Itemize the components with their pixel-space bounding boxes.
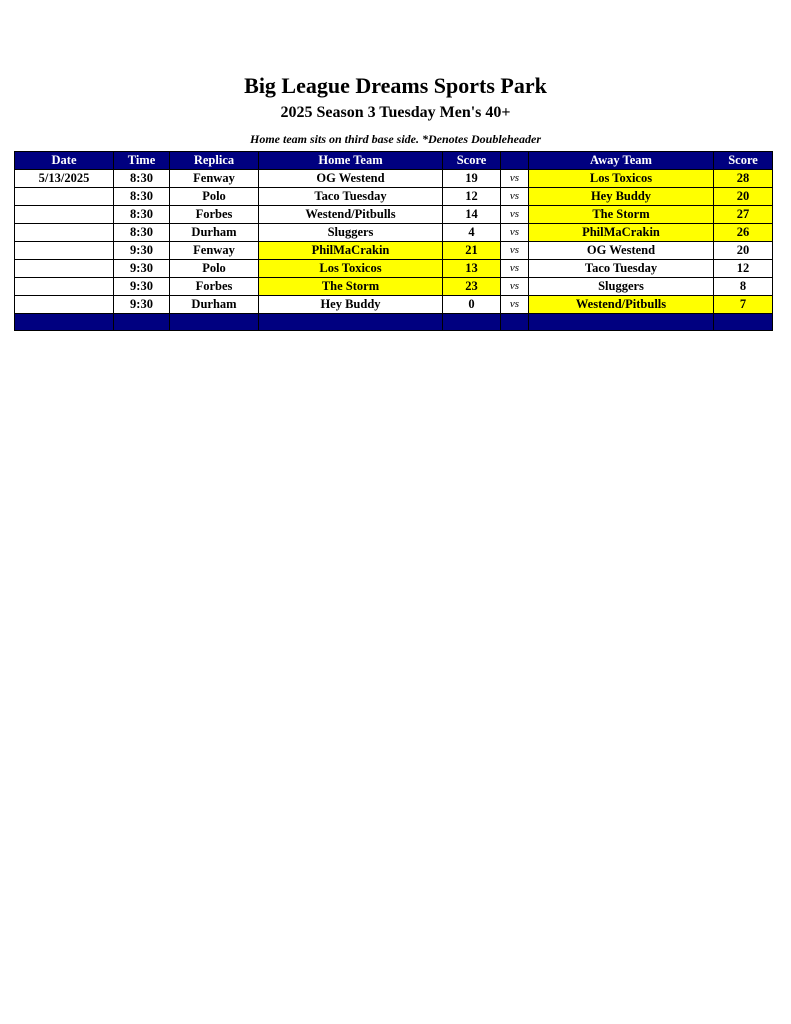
table-row <box>15 206 773 224</box>
time-cell: 8:30 <box>114 170 170 188</box>
away-team-cell: The Storm <box>529 206 714 224</box>
schedule-table <box>14 151 773 331</box>
time-cell: 9:30 <box>114 278 170 296</box>
replica-cell: Durham <box>170 296 259 314</box>
replica-cell: Forbes <box>170 206 259 224</box>
date-cell <box>15 224 114 242</box>
footer-cell <box>170 314 259 331</box>
home-score-cell: 12 <box>443 188 501 206</box>
header-home-team: Home Team <box>259 152 443 170</box>
home-score-cell: 19 <box>443 170 501 188</box>
home-team-cell: Sluggers <box>259 224 443 242</box>
vs-cell: vs <box>501 206 529 224</box>
footer-cell <box>443 314 501 331</box>
date-cell <box>15 260 114 278</box>
replica-cell: Forbes <box>170 278 259 296</box>
home-score-cell: 13 <box>443 260 501 278</box>
table-row <box>15 224 773 242</box>
time-cell: 9:30 <box>114 260 170 278</box>
date-cell <box>15 188 114 206</box>
date-cell <box>15 278 114 296</box>
footer-cell <box>501 314 529 331</box>
home-team-cell: The Storm <box>259 278 443 296</box>
footer-cell <box>529 314 714 331</box>
schedule-body <box>15 170 773 331</box>
date-cell <box>15 296 114 314</box>
away-team-cell: Sluggers <box>529 278 714 296</box>
away-score-cell: 20 <box>714 188 773 206</box>
footer-cell <box>259 314 443 331</box>
vs-cell: vs <box>501 170 529 188</box>
footer-cell <box>15 314 114 331</box>
date-cell <box>15 206 114 224</box>
header-time: Time <box>114 152 170 170</box>
vs-cell: vs <box>501 296 529 314</box>
away-team-cell: PhilMaCrakin <box>529 224 714 242</box>
away-team-cell: Hey Buddy <box>529 188 714 206</box>
away-score-cell: 7 <box>714 296 773 314</box>
home-team-cell: Los Toxicos <box>259 260 443 278</box>
away-score-cell: 28 <box>714 170 773 188</box>
replica-cell: Polo <box>170 188 259 206</box>
home-team-cell: Hey Buddy <box>259 296 443 314</box>
table-row <box>15 188 773 206</box>
header-away-team: Away Team <box>529 152 714 170</box>
time-cell: 8:30 <box>114 224 170 242</box>
away-score-cell: 27 <box>714 206 773 224</box>
table-row <box>15 242 773 260</box>
away-score-cell: 20 <box>714 242 773 260</box>
vs-cell: vs <box>501 242 529 260</box>
home-team-cell: OG Westend <box>259 170 443 188</box>
home-score-cell: 23 <box>443 278 501 296</box>
away-score-cell: 8 <box>714 278 773 296</box>
away-team-cell: Westend/Pitbulls <box>529 296 714 314</box>
table-row <box>15 296 773 314</box>
away-score-cell: 12 <box>714 260 773 278</box>
header-away-score: Score <box>714 152 773 170</box>
away-team-cell: OG Westend <box>529 242 714 260</box>
home-team-cell: Westend/Pitbulls <box>259 206 443 224</box>
replica-cell: Fenway <box>170 170 259 188</box>
schedule-note: Home team sits on third base side. *Denotes Doubleheader <box>250 132 541 146</box>
home-score-cell: 0 <box>443 296 501 314</box>
away-score-cell: 26 <box>714 224 773 242</box>
table-row <box>15 170 773 188</box>
time-cell: 8:30 <box>114 206 170 224</box>
home-score-cell: 21 <box>443 242 501 260</box>
page-subtitle: 2025 Season 3 Tuesday Men's 40+ <box>280 104 511 121</box>
replica-cell: Fenway <box>170 242 259 260</box>
header-home-score: Score <box>443 152 501 170</box>
header-date: Date <box>15 152 114 170</box>
table-row <box>15 278 773 296</box>
home-team-cell: PhilMaCrakin <box>259 242 443 260</box>
home-team-cell: Taco Tuesday <box>259 188 443 206</box>
vs-cell: vs <box>501 278 529 296</box>
footer-cell <box>714 314 773 331</box>
replica-cell: Durham <box>170 224 259 242</box>
table-footer-row <box>15 314 773 331</box>
replica-cell: Polo <box>170 260 259 278</box>
away-team-cell: Los Toxicos <box>529 170 714 188</box>
table-row <box>15 260 773 278</box>
vs-cell: vs <box>501 260 529 278</box>
time-cell: 8:30 <box>114 188 170 206</box>
vs-cell: vs <box>501 188 529 206</box>
header-vs <box>501 152 529 170</box>
footer-cell <box>114 314 170 331</box>
header-replica: Replica <box>170 152 259 170</box>
time-cell: 9:30 <box>114 242 170 260</box>
date-cell <box>15 242 114 260</box>
date-cell: 5/13/2025 <box>15 170 114 188</box>
away-team-cell: Taco Tuesday <box>529 260 714 278</box>
home-score-cell: 4 <box>443 224 501 242</box>
time-cell: 9:30 <box>114 296 170 314</box>
home-score-cell: 14 <box>443 206 501 224</box>
page-title: Big League Dreams Sports Park <box>244 73 547 98</box>
header-row <box>15 152 773 170</box>
vs-cell: vs <box>501 224 529 242</box>
